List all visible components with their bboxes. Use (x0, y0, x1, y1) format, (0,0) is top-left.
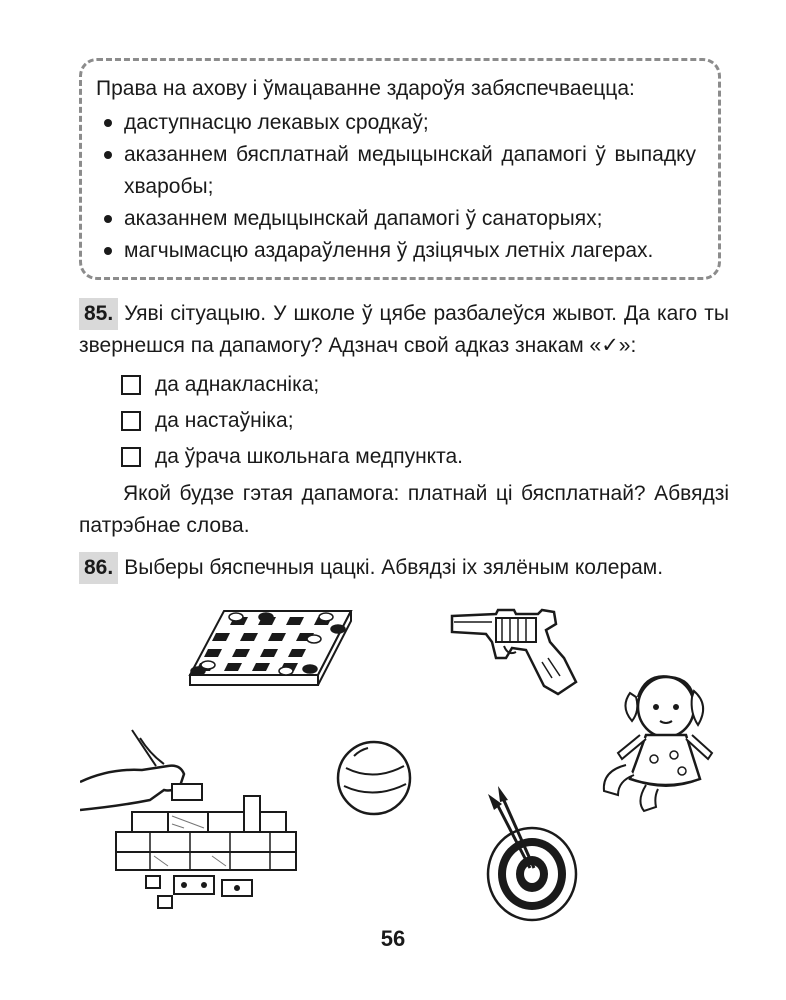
rights-list-item: магчымасцю аздараўлення ў дзіцячых летніх лагерах. (96, 235, 696, 267)
rights-list-item: аказаннем бясплатнай медыцынскай дапамогі ў выпадку хваробы; (96, 139, 696, 203)
task-85-followup: Якой будзе гэтая дапамога: платнай ці бясплатнай? Абвядзі патрэбнае слова. (79, 482, 729, 537)
checkers-board-icon (186, 605, 356, 690)
rights-box-title: Права на ахову і ўмацаванне здароўя забяспечваецца: (96, 77, 635, 100)
option-school-doctor-label: да ўрача школьнага медпункта. (155, 445, 463, 468)
task-85-options (121, 367, 463, 475)
checkbox-school-doctor[interactable] (121, 447, 141, 467)
option-teacher[interactable] (121, 403, 463, 439)
checkbox-classmate[interactable] (121, 375, 141, 395)
darts-target-illustration[interactable] (484, 784, 584, 924)
task-86-number: 86. (79, 552, 118, 584)
rights-list-item: аказаннем медыцынскай дапамогі ў санаторыях; (96, 203, 696, 235)
building-blocks-icon (80, 720, 305, 915)
ball-icon (334, 738, 414, 818)
ball-illustration[interactable] (334, 738, 414, 818)
option-school-doctor[interactable] (121, 439, 463, 475)
option-teacher-label: да настаўніка; (155, 409, 294, 432)
revolver-icon (446, 602, 581, 697)
page-number: 56 (380, 926, 406, 951)
option-classmate[interactable] (121, 367, 463, 403)
task-85 (79, 298, 729, 362)
checkbox-teacher[interactable] (121, 411, 141, 431)
doll-icon (596, 667, 726, 817)
rights-list-item: даступнасцю лекавых сродкаў; (96, 107, 696, 139)
building-blocks-illustration[interactable] (80, 720, 305, 915)
checkers-board-illustration[interactable] (186, 605, 356, 690)
task-85-text: Уяві сітуацыю. У школе ў цябе разбалеўся жывот. Да каго ты звернешся па дапамогу? Адзнач свой адказ знакам «✓»: (79, 302, 729, 357)
option-classmate-label: да аднакласніка; (155, 373, 320, 396)
task-86-text: Выберы бяспечныя цацкі. Абвядзі іх зялёным колерам. (124, 556, 664, 579)
task-85-number: 85. (79, 298, 118, 330)
darts-target-icon (484, 784, 584, 924)
doll-illustration[interactable] (596, 667, 726, 817)
toy-revolver-illustration[interactable] (446, 602, 581, 697)
task-86 (79, 552, 729, 584)
rights-info-box (79, 58, 721, 280)
rights-list (96, 107, 696, 267)
